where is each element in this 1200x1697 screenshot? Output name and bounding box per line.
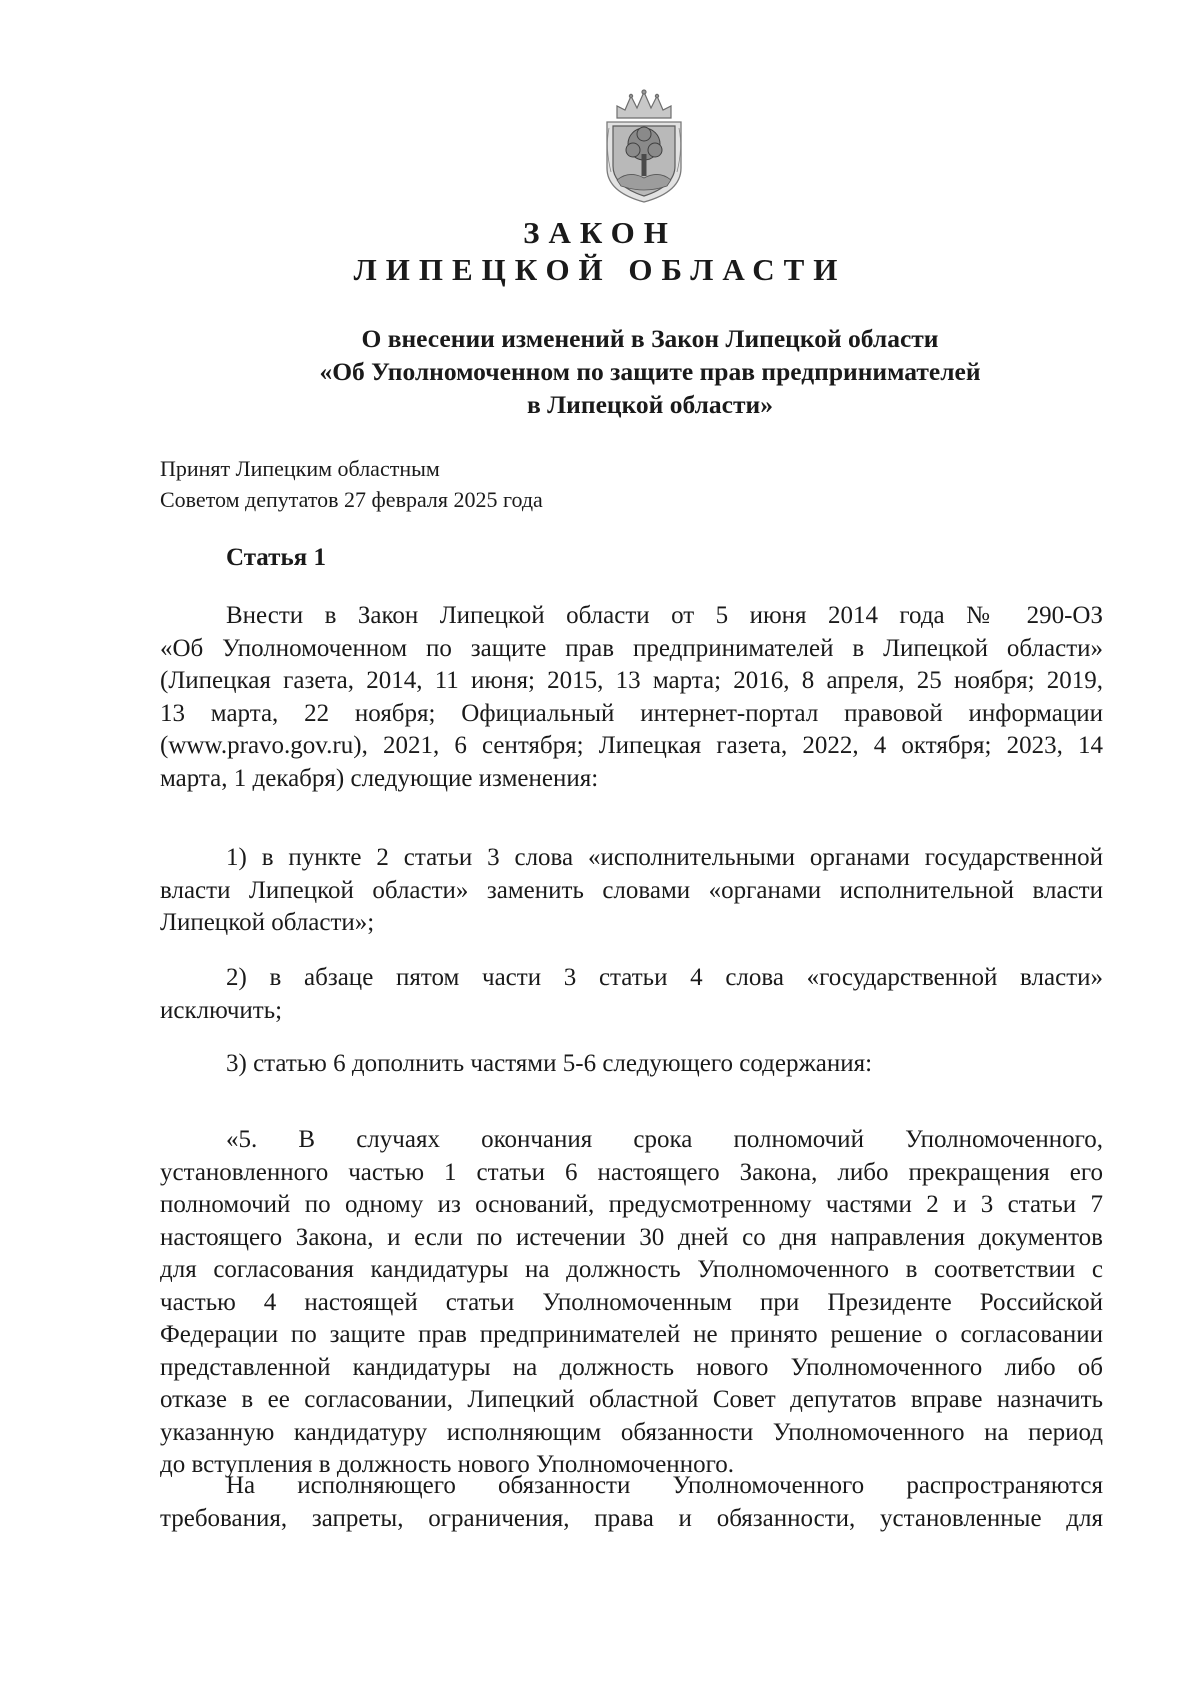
adoption-line: Принят Липецким областным (160, 456, 440, 481)
law-heading (180, 322, 1120, 421)
text-line: частью 4 настоящей статьи Уполномоченным при Президенте Российской (160, 1288, 1103, 1316)
article-paragraph-intro (160, 600, 1103, 795)
text-line: представленной кандидатуры на должность нового Уполномоченного либо об (160, 1353, 1103, 1381)
acting-requirements-paragraph (160, 1470, 1103, 1535)
text-line: Липецкой области»; (160, 909, 375, 936)
text-line: 13 марта, 22 ноября; Официальный интернет-портал правовой информации (160, 699, 1103, 727)
amendment-item-1 (160, 842, 1103, 940)
text-line: отказе в ее согласовании, Липецкий областной Совет депутатов вправе назначить (160, 1386, 1103, 1413)
coat-of-arms-icon (603, 88, 685, 204)
text-line: На исполняющего обязанности Уполномоченного распространяются (226, 1472, 1103, 1499)
text-line: указанную кандидатуру исполняющим обязанности Уполномоченного на период (160, 1418, 1103, 1446)
new-part-5 (160, 1124, 1103, 1482)
text-line: установленного частью 1 статьи 6 настоящего Закона, либо прекращения его (160, 1158, 1103, 1186)
heading-line: «Об Уполномоченном по защите прав предпринимателей (319, 357, 981, 386)
amendment-item-2 (160, 962, 1103, 1027)
text-line: настоящего Закона, и если по истечении 30 дней со дня направления документов (160, 1223, 1103, 1251)
text-line: исключить; (160, 996, 283, 1024)
text-line: марта, 1 декабря) следующие изменения: (160, 764, 599, 792)
text-line: Федерации по защите прав предпринимателей не принято решение о согласовании (160, 1321, 1103, 1348)
text-line: 1) в пункте 2 статьи 3 слова «исполнительными органами государственной (226, 844, 1103, 871)
adoption-line: Советом депутатов 27 февраля 2025 года (160, 487, 543, 512)
text-line: требования, запреты, ограничения, права и обязанности, установленные для (160, 1504, 1103, 1532)
text-line: полномочий по одному из оснований, предусмотренному частями 2 и 3 статьи 7 (160, 1191, 1103, 1218)
text-line: 2) в абзаце пятом части 3 статьи 4 слова «государственной власти» (226, 964, 1103, 991)
adoption-note (160, 453, 543, 515)
law-region-title: ЛИПЕЦКОЙ ОБЛАСТИ (353, 252, 847, 287)
text-line: «Об Уполномоченном по защите прав предпринимателей в Липецкой области» (160, 634, 1103, 662)
heading-line: в Липецкой области» (527, 390, 773, 419)
text-line: «5. В случаях окончания срока полномочий Уполномоченного, (226, 1126, 1103, 1153)
law-title: ЗАКОН (523, 215, 677, 250)
text-line: для согласования кандидатуры на должность Уполномоченного в соответствии с (160, 1256, 1103, 1283)
article-title: Статья 1 (226, 544, 326, 571)
text-line: 3) статью 6 дополнить частями 5-6 следующего содержания: (226, 1050, 873, 1077)
text-line: до вступления в должность нового Уполномоченного. (160, 1451, 734, 1478)
amendment-item-3 (160, 1048, 1103, 1081)
text-line: власти Липецкой области» заменить словами «органами исполнительной власти (160, 876, 1103, 904)
heading-line: О внесении изменений в Закон Липецкой области (361, 324, 939, 353)
text-line: (Липецкая газета, 2014, 11 июня; 2015, 13 марта; 2016, 8 апреля, 25 ноября; 2019, (160, 667, 1103, 694)
text-line: Внести в Закон Липецкой области от 5 июня 2014 года № 290-ОЗ (226, 602, 1103, 629)
text-line: (www.pravo.gov.ru), 2021, 6 сентября; Липецкая газета, 2022, 4 октября; 2023, 14 (160, 732, 1103, 759)
